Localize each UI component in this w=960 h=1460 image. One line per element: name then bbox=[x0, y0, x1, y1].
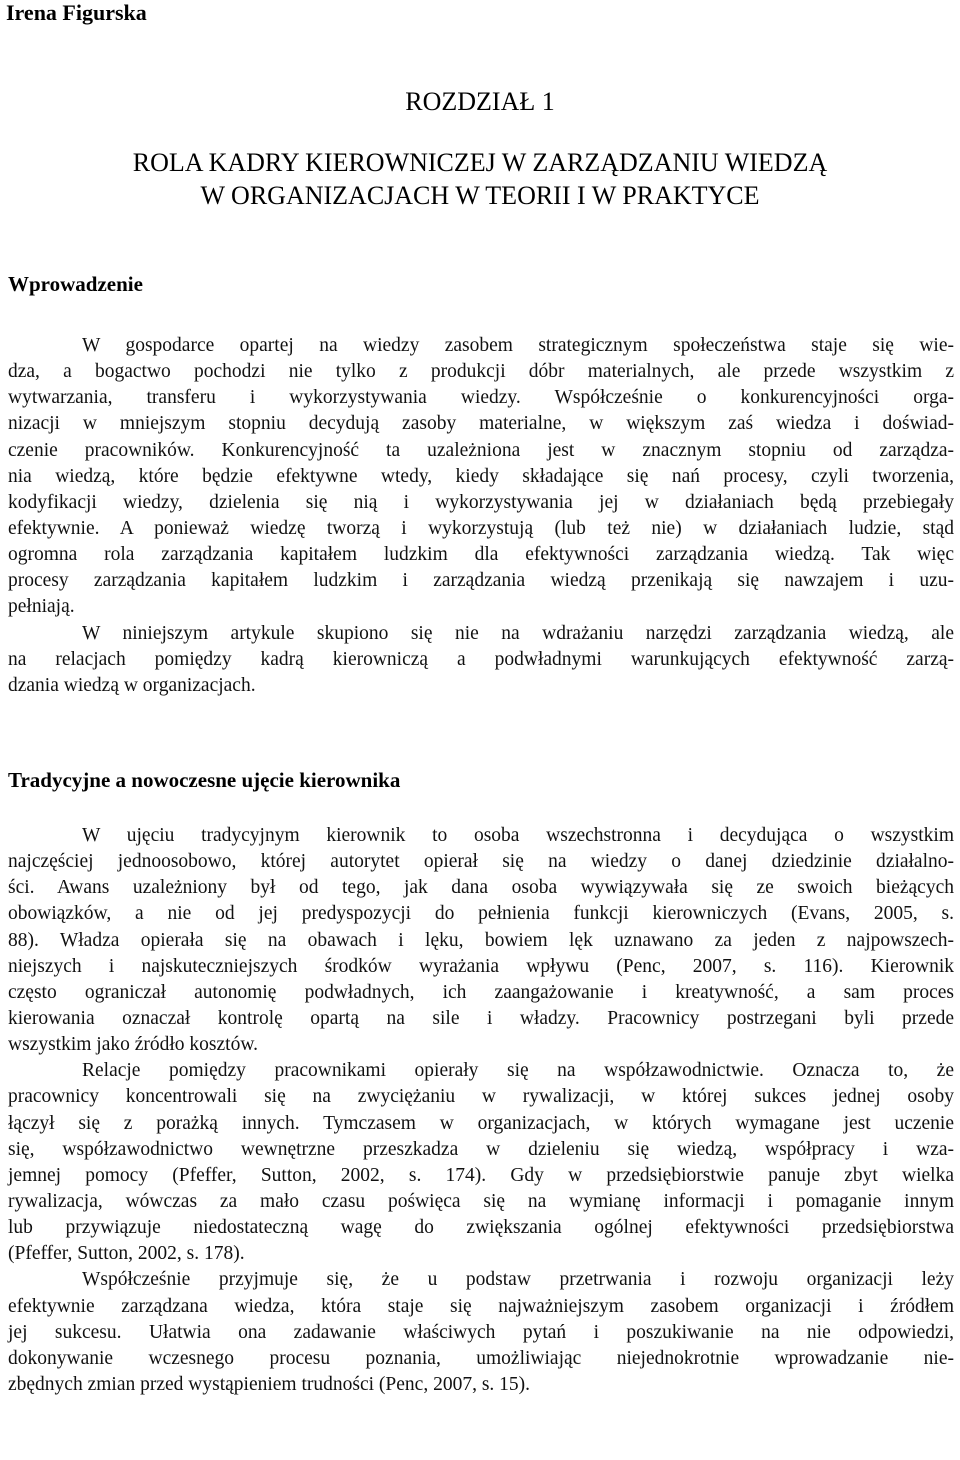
text-line: 88). Władza opierała się na obawach i lęku, bowiem lęk uznawano za jeden z najpowszech- bbox=[8, 929, 954, 951]
text-line: dza, a bogactwo pochodzi nie tylko z produkcji dóbr materialnych, ale przede wszystkim z bbox=[8, 361, 954, 383]
chapter-title bbox=[0, 146, 960, 212]
text-line: często ograniczał autonomię podwładnych, ich zaangażowanie i kreatywność, a sam proces bbox=[8, 981, 954, 1003]
text-line: wytwarzania, transferu i wykorzystywania wiedzy. Współcześnie o konkurencyjności orga- bbox=[8, 387, 954, 409]
text-line: czenie pracowników. Konkurencyjność ta uzależniona jest w znacznym stopniu od zarządza- bbox=[8, 439, 954, 461]
text-line: efektywnie. A ponieważ wiedzę tworzą i wykorzystują (lub też nie) w działaniach ludzie, stąd bbox=[8, 517, 954, 539]
text-line: dokonywanie wczesnego procesu poznania, umożliwiając niejednokrotnie wprowadzanie nie- bbox=[8, 1347, 954, 1369]
text-line: W ujęciu tradycyjnym kierownik to osoba wszechstronna i decydująca o wszystkim bbox=[82, 825, 954, 846]
text-line: W niniejszym artykule skupiono się nie na wdrażaniu narzędzi zarządzania wiedzą, ale bbox=[82, 622, 954, 644]
text-line: lub przywiązuje niedostateczną wagę do zwiększania ogólnej efektywności przedsiębiorstwa bbox=[8, 1217, 954, 1239]
text-line: efektywnie zarządzana wiedza, która staje się najważniejszym zasobem organizacji i źródłem bbox=[8, 1295, 954, 1317]
text-line: łączył się z porażką innych. Tymczasem w organizacjach, w których wymagane jest uczenie bbox=[8, 1112, 954, 1134]
text-line: kierowania oznaczał kontrolę opartą na sile i władzy. Pracownicy postrzegani byli przede bbox=[8, 1007, 954, 1029]
text-line: na relacjach pomiędzy kadrą kierowniczą a podwładnymi warunkujących efektywność zarzą- bbox=[8, 648, 954, 670]
text-line: najczęściej jednoosobowo, której autorytet opierał się na wiedzy o danej dziedzinie działalno- bbox=[8, 851, 954, 873]
text-line: nizacji w mniejszym stopniu decydują zasoby materialne, w większym zaś wiedza i doświad- bbox=[8, 413, 954, 435]
text-line: Relacje pomiędzy pracownikami opierały się na współzawodnictwie. Oznacza to, że bbox=[82, 1060, 954, 1082]
section-heading-traditional-modern-manager: Tradycyjne a nowoczesne ujęcie kierownika bbox=[8, 768, 401, 792]
text-line: W gospodarce opartej na wiedzy zasobem strategicznym społeczeństwa staje się wie- bbox=[82, 335, 954, 356]
section-body-traditional-modern-manager bbox=[8, 823, 954, 1398]
text-line: rywalizacja, wówczas za mało czasu poświęca się na wymianę informacji i pomaganie innym bbox=[8, 1190, 954, 1212]
text-line: jej sukcesu. Ułatwia ona zadawanie właściwych pytań i poszukiwanie na nie odpowiedzi, bbox=[8, 1321, 954, 1343]
text-line: niejszych i najskuteczniejszych środków wyrażania wpływu (Penc, 2007, s. 116). Kierownik bbox=[8, 955, 954, 977]
chapter-title-line: ROLA KADRY KIEROWNICZEJ W ZARZĄDZANIU WIEDZĄ bbox=[132, 148, 828, 177]
text-line: Współcześnie przyjmuje się, że u podstaw przetrwania i rozwoju organizacji leży bbox=[82, 1269, 954, 1291]
text-line: się, współzawodnictwo wewnętrzne przeszkadza w dzieleniu się wiedzą, współpracy i wza- bbox=[8, 1138, 954, 1160]
author-name: Irena Figurska bbox=[6, 0, 147, 25]
text-line: zbędnych zmian przed wystąpieniem trudności (Penc, 2007, s. 15). bbox=[8, 1373, 531, 1395]
text-line: ogromna rola zarządzania kapitałem ludzkim dla efektywności zarządzania wiedzą. Tak więc bbox=[8, 544, 954, 566]
text-line: nia wiedzą, które będzie efektywne wtedy, kiedy składające się nań procesy, czyli tworzenia, bbox=[8, 465, 954, 487]
text-line: pełniają. bbox=[8, 596, 75, 618]
text-line: obowiązków, a nie od jej predyspozycji do pełnienia funkcji kierowniczych (Evans, 2005, s. bbox=[8, 903, 954, 925]
text-line: (Pfeffer, Sutton, 2002, s. 178). bbox=[8, 1243, 245, 1265]
section-body-introduction bbox=[8, 333, 954, 699]
text-line: pracownicy koncentrowali się na zwyciężaniu w rywalizacji, w której sukces jednej osoby bbox=[8, 1086, 954, 1108]
text-line: kodyfikacji wiedzy, dzielenia się nią i wykorzystywania jej w działaniach będą przebiegały bbox=[8, 491, 954, 513]
chapter-number: ROZDZIAŁ 1 bbox=[405, 87, 555, 116]
chapter-title-line: W ORGANIZACJACH W TEORII I W PRAKTYCE bbox=[200, 181, 760, 210]
text-line: ści. Awans uzależniony był od tego, jak dana osoba wywiązywała się ze swoich bieżących bbox=[8, 877, 954, 899]
text-line: dzania wiedzą w organizacjach. bbox=[8, 674, 256, 696]
text-line: procesy zarządzania kapitałem ludzkim i zarządzania wiedzą przenikają się nawzajem i uzu- bbox=[8, 570, 954, 592]
text-line: jemnej pomocy (Pfeffer, Sutton, 2002, s. 174). Gdy w przedsiębiorstwie panuje zbyt wielka bbox=[8, 1164, 954, 1186]
text-line: wszystkim jako źródło kosztów. bbox=[8, 1034, 259, 1056]
section-heading-introduction: Wprowadzenie bbox=[8, 272, 143, 296]
